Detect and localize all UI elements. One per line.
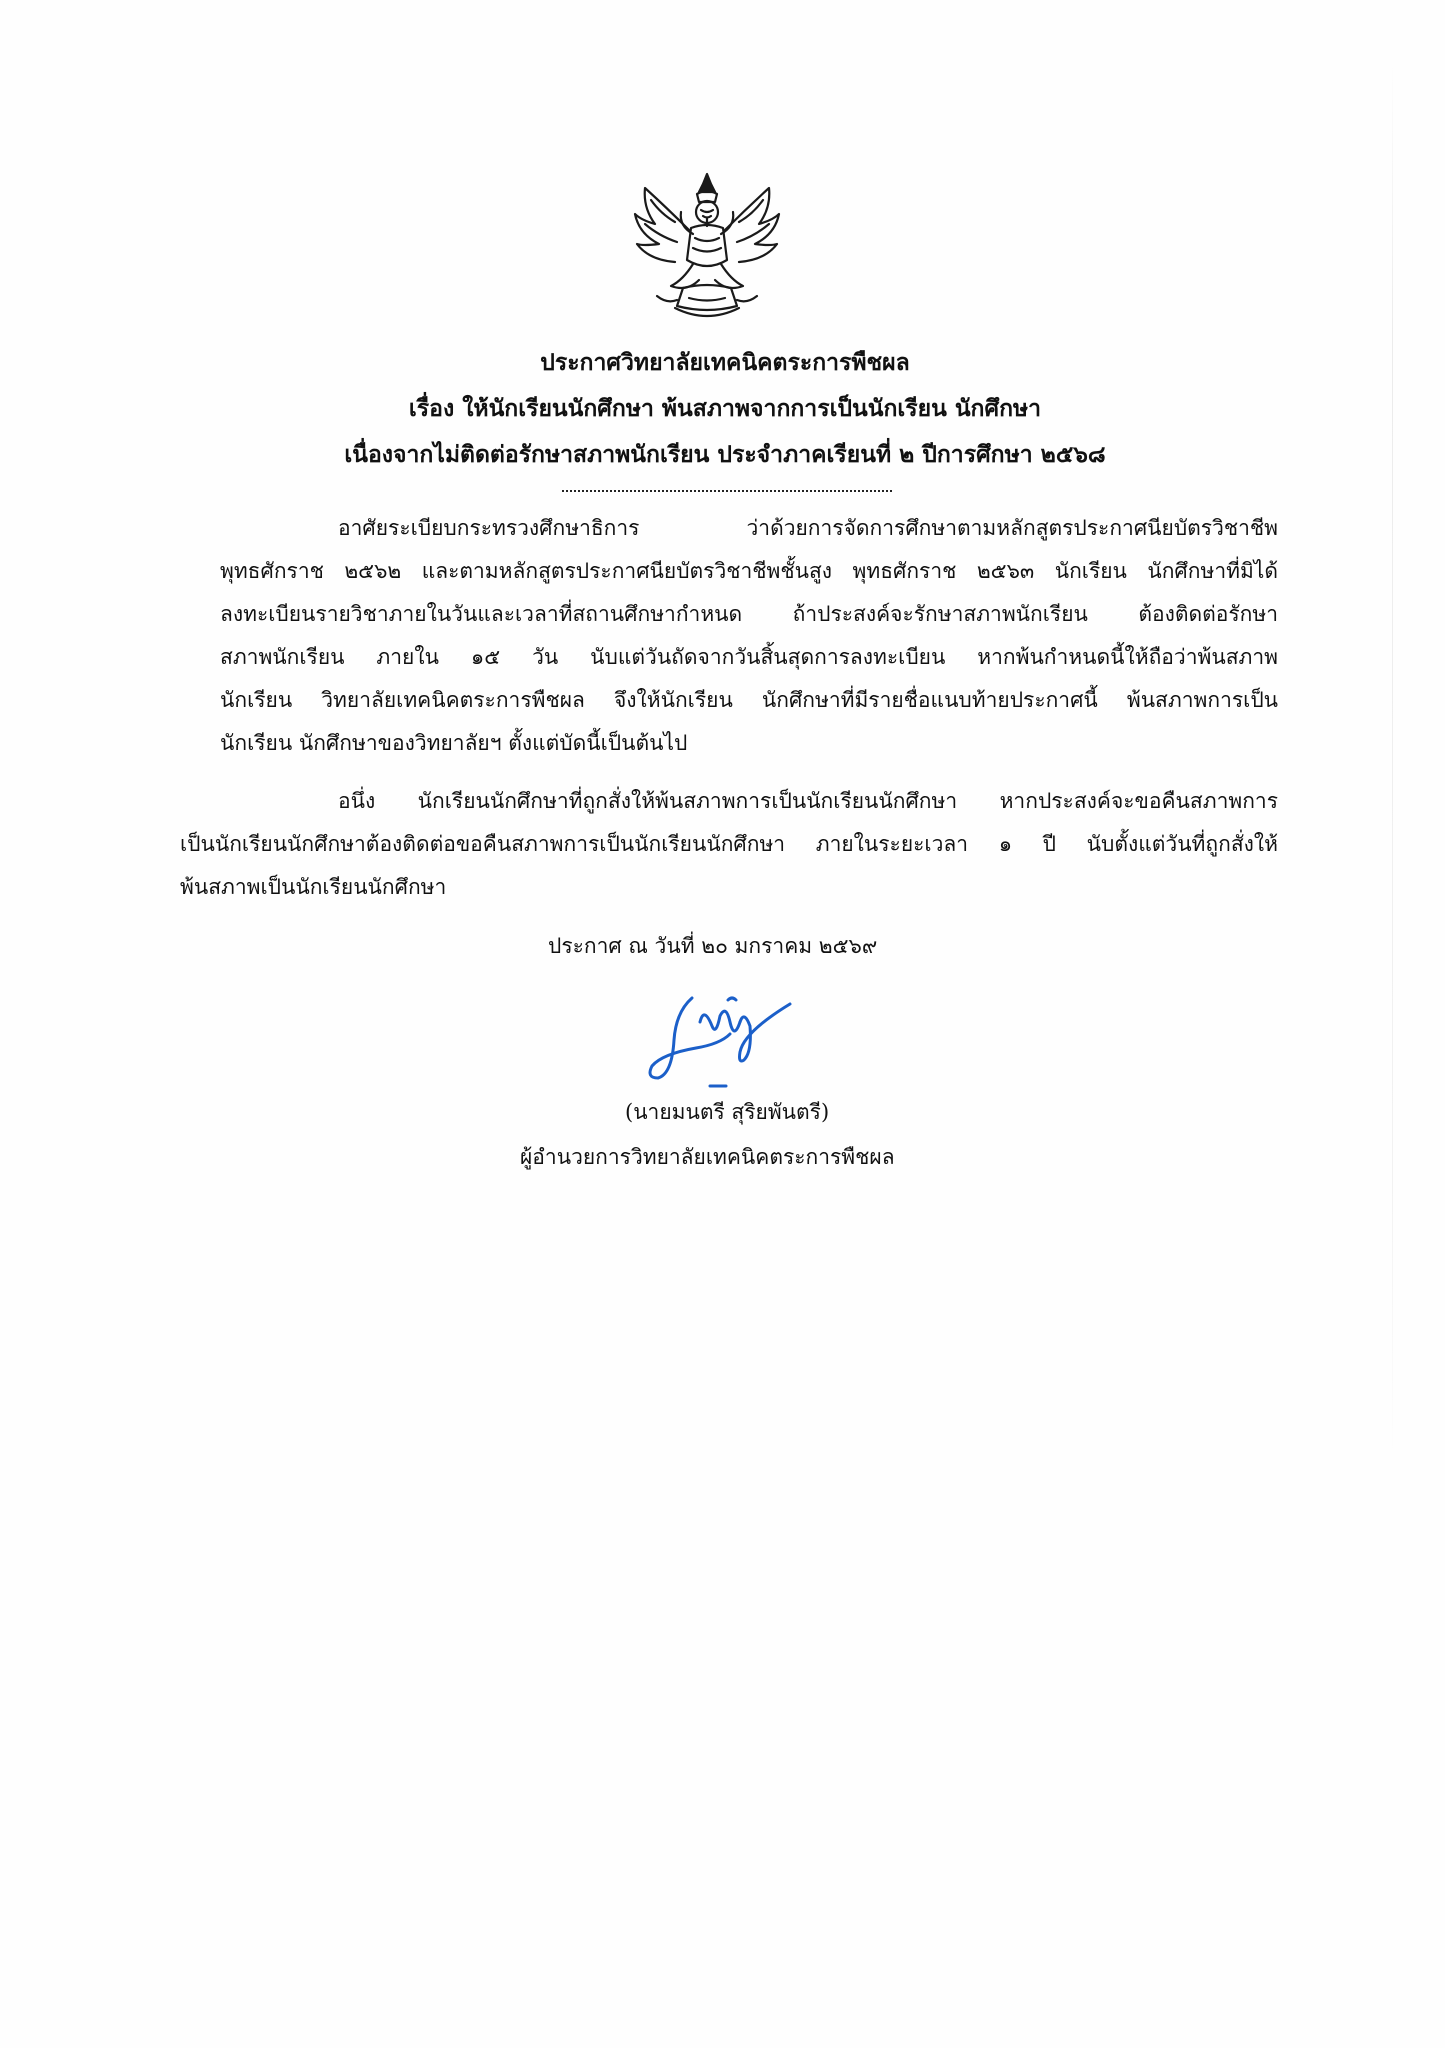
para2-line: อนึ่ง นักเรียนนักศึกษาที่ถูกสั่งให้พ้นสภาพการเป็นนักเรียนนักศึกษา หากประสงค์จะขอคืนสภาพการ [338,789,1278,813]
signer-name: (นายมนตรี สุริยพันตรี) [625,1100,830,1124]
signer-position: ผู้อำนวยการวิทยาลัยเทคนิคตระการพืชผล [520,1145,895,1169]
para1-line: อาศัยระเบียบกระทรวงศึกษาธิการ ว่าด้วยการจัดการศึกษาตามหลักสูตรประกาศนียบัตรวิชาชีพ [338,516,1278,540]
para1-line: พุทธศักราช ๒๕๖๒ และตามหลักสูตรประกาศนียบัตรวิชาชีพชั้นสูง พุทธศักราช ๒๕๖๓ นักเรียน นักศึกษาที่มิได้ [220,559,1278,583]
para2-line: พ้นสภาพเป็นนักเรียนนักศึกษา [180,875,447,899]
para1-line: สภาพนักเรียน ภายใน ๑๕ วัน นับแต่วันถัดจากวันสิ้นสุดการลงทะเบียน หากพ้นกำหนดนี้ให้ถือว่าพ้นสภาพ [220,645,1278,669]
dotted-divider [562,490,892,492]
para1-line: นักเรียน วิทยาลัยเทคนิคตระการพืชผล จึงให้นักเรียน นักศึกษาที่มีรายชื่อแนบท้ายประกาศนี้ พ้นสภาพการเป็น [220,688,1278,712]
para2-line: เป็นนักเรียนนักศึกษาต้องติดต่อขอคืนสภาพการเป็นนักเรียนนักศึกษา ภายในระยะเวลา ๑ ปี นับตั้งแต่วันที่ถูกสั่งให้ [180,832,1278,856]
announcement-subject-continued: เนื่องจากไม่ติดต่อรักษาสภาพนักเรียน ประจำภาคเรียนที่ ๒ ปีการศึกษา ๒๕๖๘ [344,441,1106,468]
announcement-issuer: ประกาศวิทยาลัยเทคนิคตระการพืชผล [540,349,910,376]
scan-fold-line [1392,60,1393,1460]
announcement-date: ประกาศ ณ วันที่ ๒๐ มกราคม ๒๕๖๙ [548,934,878,958]
para1-line: นักเรียน นักศึกษาของวิทยาลัยฯ ตั้งแต่บัดนี้เป็นต้นไป [220,731,688,755]
announcement-subject: เรื่อง ให้นักเรียนนักศึกษา พ้นสภาพจากการเป็นนักเรียน นักศึกษา [408,395,1042,422]
handwritten-signature [640,982,820,1097]
para1-line: ลงทะเบียนรายวิชาภายในวันและเวลาที่สถานศึกษากำหนด ถ้าประสงค์จะรักษาสภาพนักเรียน ต้องติดต่อรักษา [220,602,1278,626]
garuda-emblem-icon [627,168,787,326]
